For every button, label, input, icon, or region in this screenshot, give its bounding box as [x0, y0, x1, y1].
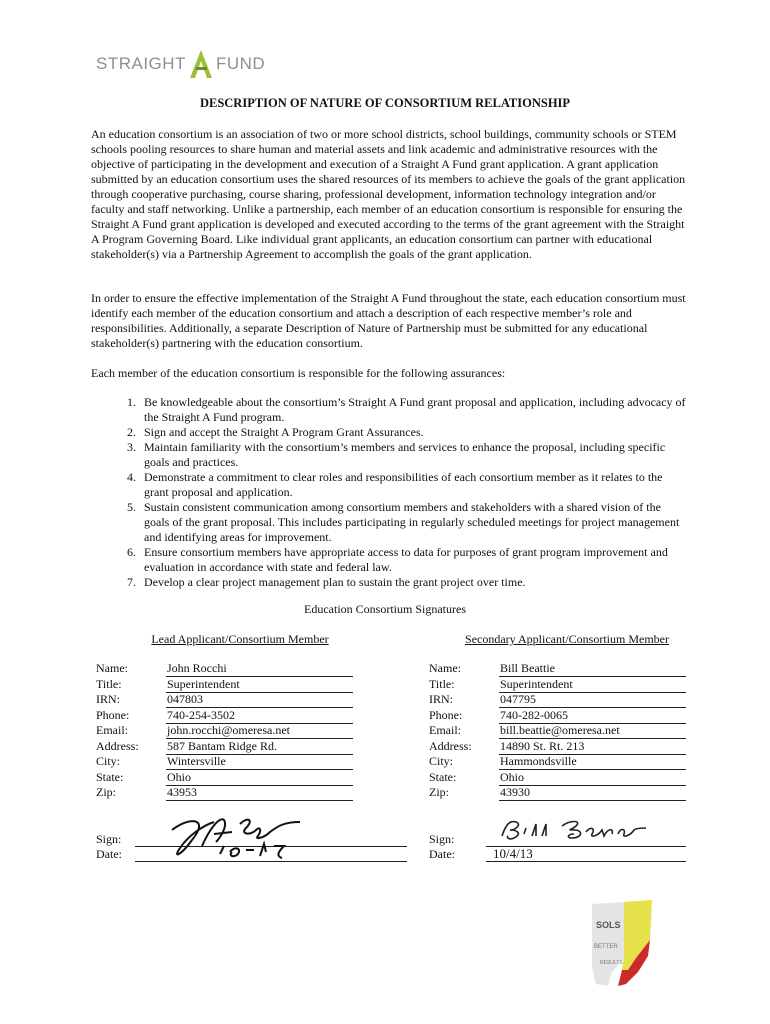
secondary-irn-field[interactable]: 047795	[499, 692, 686, 708]
lead-title-row: Title: Superintendent	[96, 677, 353, 693]
list-item: 7. Develop a clear project management plan to sustain the grant project over time.	[127, 575, 526, 589]
lead-date-label: Date:	[96, 847, 122, 861]
lead-sign-label: Sign:	[96, 832, 122, 846]
lead-irn-row: IRN: 047803	[96, 692, 353, 708]
logo-word-straight: STRAIGHT	[96, 54, 186, 73]
paragraph-implementation: In order to ensure the effective implementation of the Straight A Fund throughout the state, each education consortium must identify each member of the education consortium and attach a description of each respective member’s role and responsibilities. Additionally, a separate Description of Nature of Partnership must be submitted for any educational stakeholder(s) partnering with the education consortium.	[91, 291, 686, 350]
lead-column-heading: Lead Applicant/Consortium Member	[151, 632, 329, 646]
lead-phone-row: Phone: 740-254-3502	[96, 708, 353, 724]
secondary-name-row: Name: Bill Beattie	[429, 661, 686, 677]
document-title: DESCRIPTION OF NATURE OF CONSORTIUM RELATIONSHIP	[199, 96, 571, 110]
secondary-city-row: City: Hammondsville	[429, 754, 686, 770]
secondary-state-field[interactable]: Ohio	[499, 770, 686, 786]
lead-name-field[interactable]: John Rocchi	[166, 661, 353, 677]
list-item: 1. Be knowledgeable about the consortium’s Straight A Fund grant proposal and application, including advocacy of the Straight A Fund program.	[127, 395, 686, 424]
list-item: 4. Demonstrate a commitment to clear roles and responsibilities of each consortium member as it relates to the grant proposal and application.	[127, 470, 663, 499]
secondary-email-field[interactable]: bill.beattie@omeresa.net	[499, 723, 686, 739]
lead-city-row: City: Wintersville	[96, 754, 353, 770]
signatures-heading: Education Consortium Signatures	[304, 602, 466, 616]
list-item: 6. Ensure consortium members have appropriate access to data for purposes of grant program improvement and evaluation in accordance with state and federal law.	[127, 545, 668, 574]
secondary-zip-field[interactable]: 43930	[499, 785, 686, 801]
lead-address-field[interactable]: 587 Bantam Ridge Rd.	[166, 739, 353, 755]
assurances-list	[91, 395, 689, 590]
svg-text:BETTER: BETTER	[594, 944, 618, 950]
logo-word-fund: FUND	[215, 54, 266, 73]
lead-phone-field[interactable]: 740-254-3502	[166, 708, 353, 724]
lead-state-field[interactable]: Ohio	[166, 770, 353, 786]
lead-title-field[interactable]: Superintendent	[166, 677, 353, 693]
secondary-phone-field[interactable]: 740-282-0065	[499, 708, 686, 724]
lead-address-row: Address: 587 Bantam Ridge Rd.	[96, 739, 353, 755]
lead-name-row: Name: John Rocchi	[96, 661, 353, 677]
secondary-name-field[interactable]: Bill Beattie	[499, 661, 686, 677]
secondary-date-field[interactable]: 10/4/13	[493, 846, 533, 861]
lead-irn-field[interactable]: 047803	[166, 692, 353, 708]
secondary-irn-row: IRN: 047795	[429, 692, 686, 708]
svg-text:RESULTS: RESULTS	[600, 960, 623, 966]
secondary-column-heading: Secondary Applicant/Consortium Member	[465, 632, 669, 646]
secondary-title-row: Title: Superintendent	[429, 677, 686, 693]
ohio-better-results-seal-icon	[588, 898, 656, 990]
secondary-city-field[interactable]: Hammondsville	[499, 754, 686, 770]
lead-email-field[interactable]: john.rocchi@omeresa.net	[166, 723, 353, 739]
secondary-address-field[interactable]: 14890 St. Rt. 213	[499, 739, 686, 755]
secondary-address-row: Address: 14890 St. Rt. 213	[429, 739, 686, 755]
list-item: 5. Sustain consistent communication among consortium members and stakeholders with a shared vision of the goals of the grant proposal. This includes participating in regularly scheduled meetings for project management and identifying areas for improvement.	[127, 500, 680, 544]
list-item: 2. Sign and accept the Straight A Program Grant Assurances.	[127, 425, 424, 439]
lead-state-row: State: Ohio	[96, 770, 353, 786]
secondary-date-line[interactable]	[486, 861, 686, 862]
list-item: 3. Maintain familiarity with the consortium’s members and services to enhance the proposal, including specific goals and practices.	[127, 440, 666, 469]
secondary-email-row: Email: bill.beattie@omeresa.net	[429, 723, 686, 739]
secondary-sign-label: Sign:	[429, 832, 455, 846]
lead-zip-field[interactable]: 43953	[166, 785, 353, 801]
lead-email-row: Email: john.rocchi@omeresa.net	[96, 723, 353, 739]
secondary-date-label: Date:	[429, 847, 455, 861]
secondary-signature	[496, 816, 666, 842]
paragraph-assurances-intro: Each member of the education consortium is responsible for the following assurances:	[91, 366, 506, 380]
straight-a-fund-logo	[96, 47, 265, 81]
paragraph-consortium-definition: An education consortium is an association of two or more school districts, school buildings, community schools or STEM schools pooling resources to share human and material assets and link academic and administrative resources with the objective of participating in the development and execution of a Straight A Fund grant application. A grant application submitted by an education consortium uses the shared resources of its members to achieve the goals of the grant application through cooperative purchasing, course sharing, professional development, information technology integration and/or faculty and staff networking. Unlike a partnership, each member of an education consortium is responsible for ensuring the Straight A Fund grant application is developed and executed according to the terms of the grant agreement with the Straight A Program Governing Board. Like individual grant applicants, an education consortium can partner with educational stakeholder(s) via a Partnership Agreement to accomplish the goals of the grant application.	[91, 127, 686, 261]
svg-text:SOLS: SOLS	[596, 920, 621, 930]
secondary-title-field[interactable]: Superintendent	[499, 677, 686, 693]
secondary-zip-row: Zip: 43930	[429, 785, 686, 801]
secondary-state-row: State: Ohio	[429, 770, 686, 786]
lead-zip-row: Zip: 43953	[96, 785, 353, 801]
logo-a-icon	[188, 48, 214, 80]
lead-city-field[interactable]: Wintersville	[166, 754, 353, 770]
secondary-phone-row: Phone: 740-282-0065	[429, 708, 686, 724]
lead-signature	[150, 808, 330, 868]
